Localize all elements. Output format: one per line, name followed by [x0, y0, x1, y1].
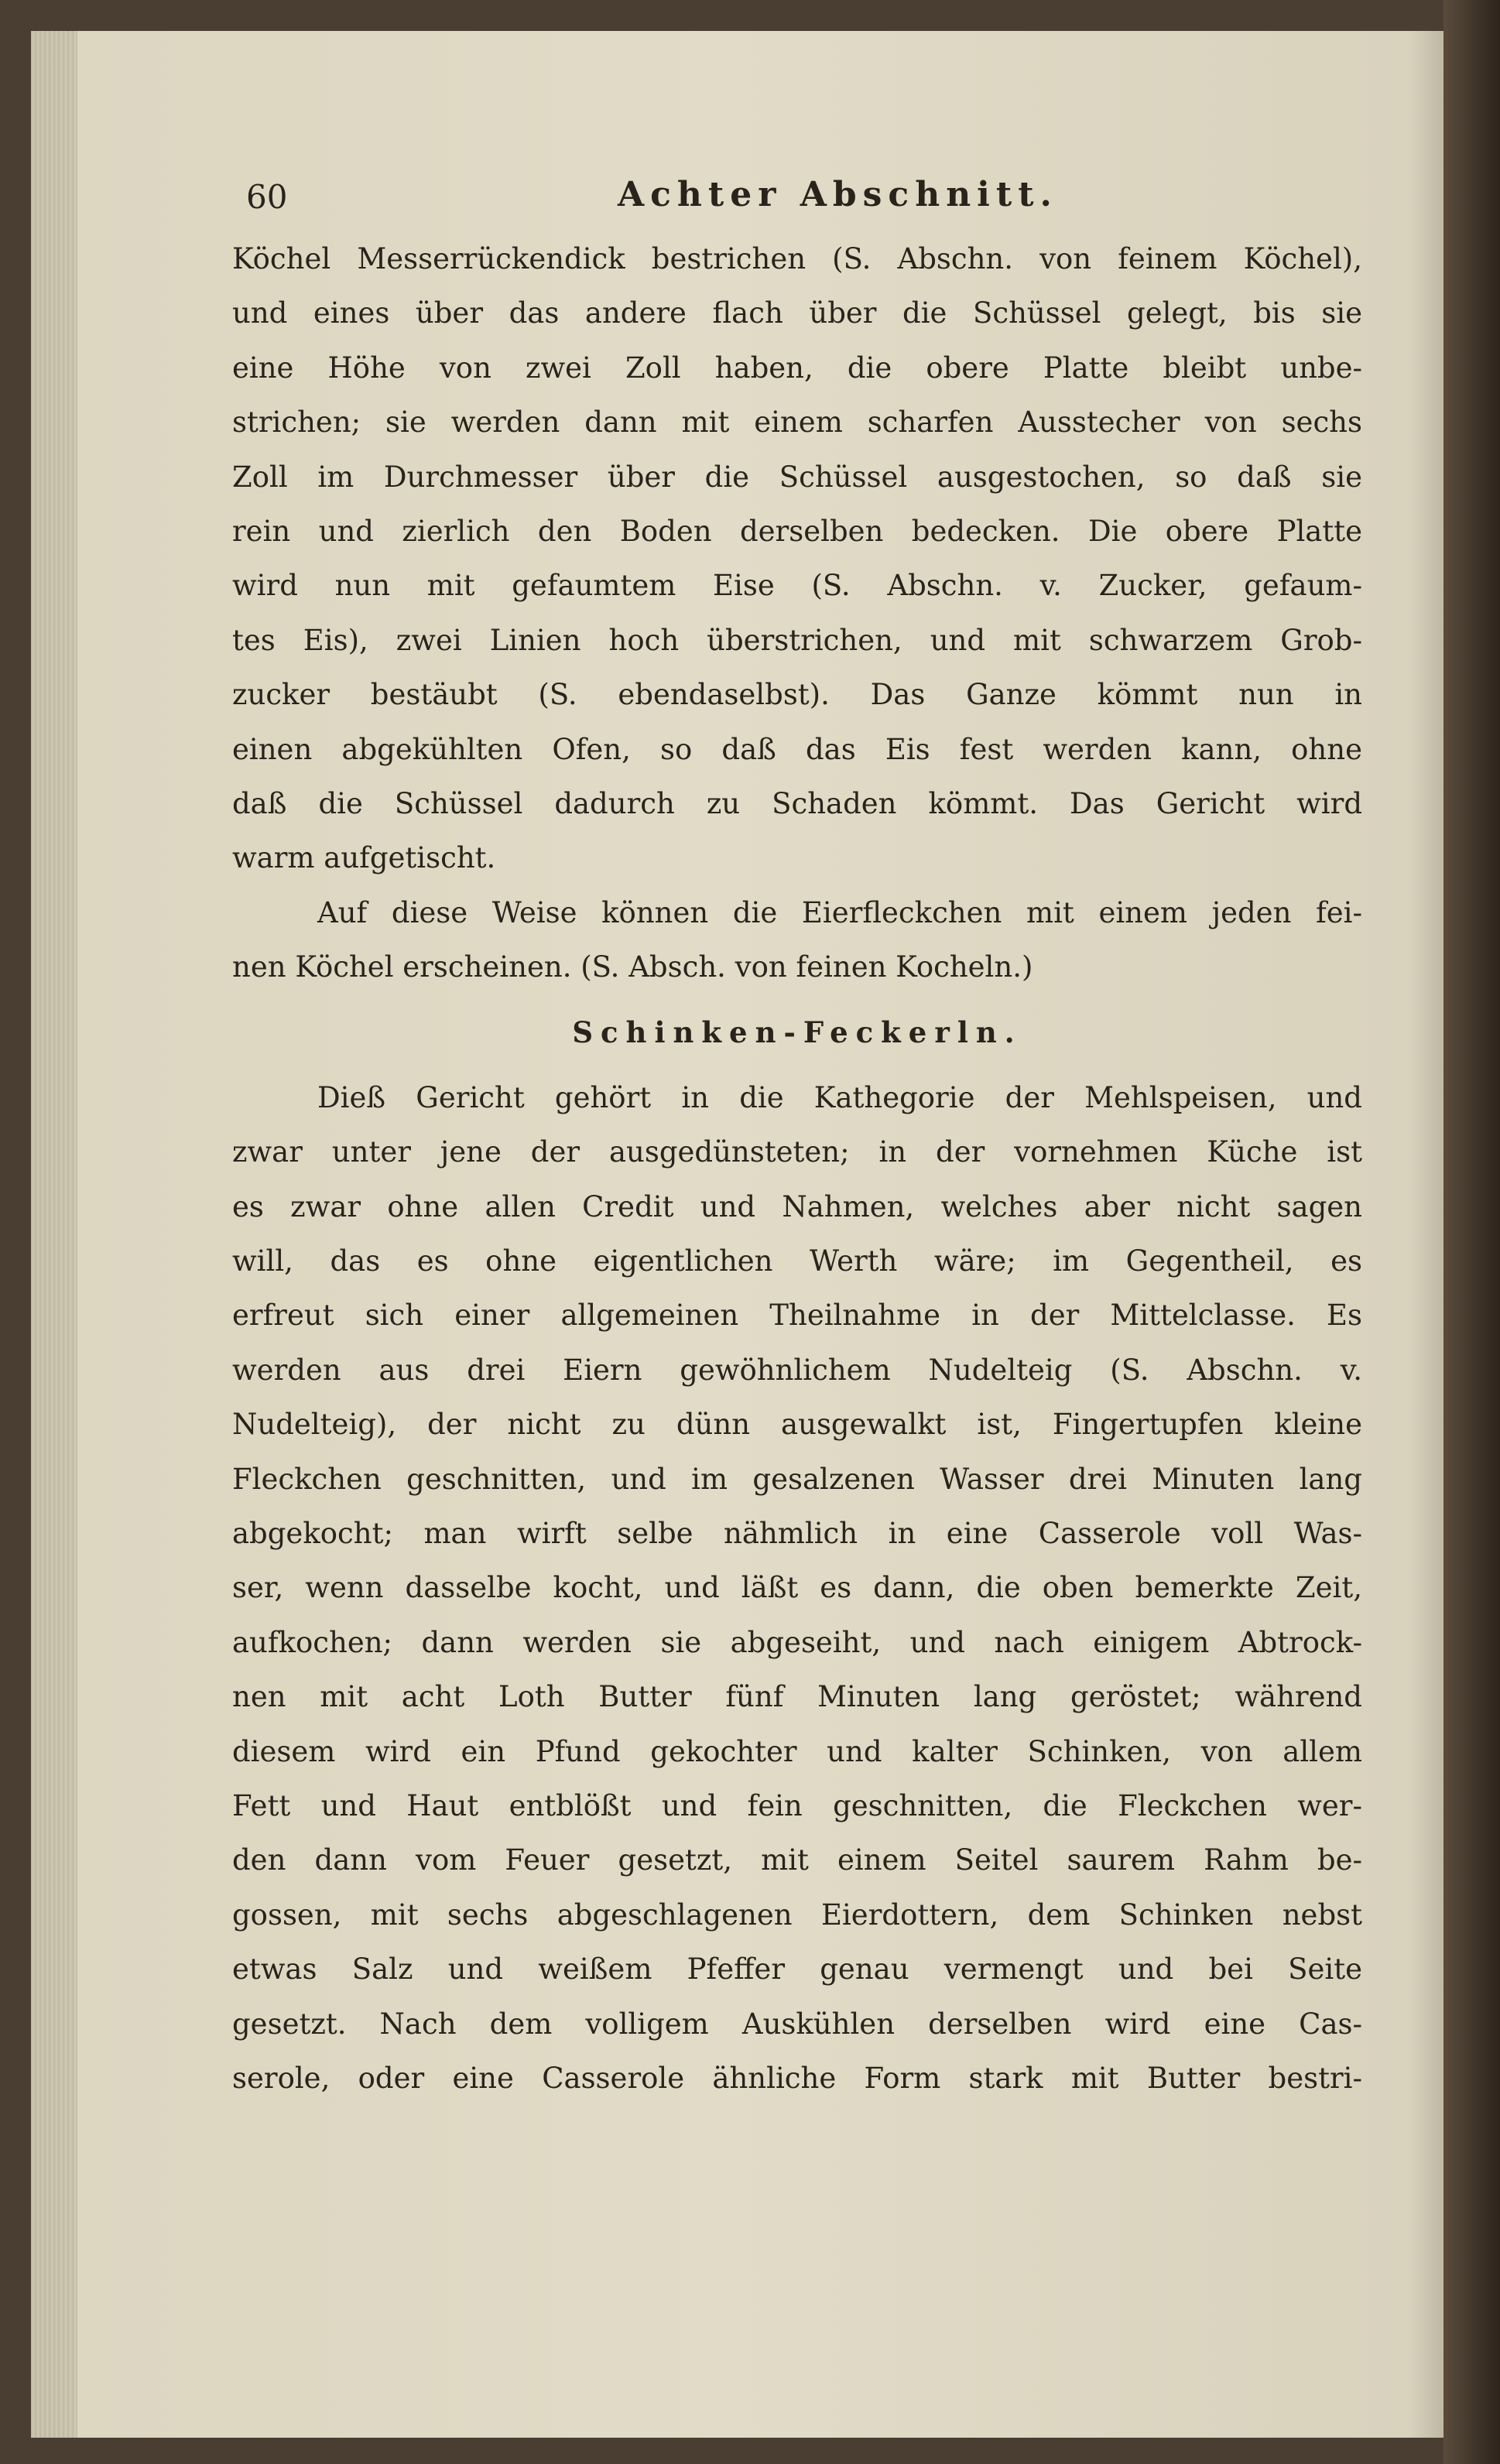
text-line: daß die Schüssel dadurch zu Schaden kömmt. Das Gericht wird: [232, 786, 1362, 820]
text-line: einen abgekühlten Ofen, so daß das Eis fest werden kann, ohne: [232, 732, 1362, 766]
page-number: 60: [246, 178, 288, 216]
running-head: [246, 172, 1361, 226]
page-gutter: [31, 31, 77, 2438]
text-line: zucker bestäubt (S. ebendaselbst). Das Ganze kömmt nun in: [232, 678, 1362, 712]
text-line: Fleckchen geschnitten, und im gesalzenen Wasser drei Minuten lang: [232, 1462, 1362, 1496]
paragraph-2: [232, 886, 1362, 995]
text-line: aufkochen; dann werden sie abgeseiht, und nach einigem Abtrock-: [232, 1625, 1362, 1659]
text-line: rein und zierlich den Boden derselben bedecken. Die obere Platte: [232, 514, 1362, 548]
paragraph-3: [232, 1071, 1362, 2106]
section-heading: Schinken-Feckerln.: [572, 1015, 1022, 1050]
text-line: Nudelteig), der nicht zu dünn ausgewalkt ist, Fingertupfen kleine: [232, 1408, 1362, 1442]
text-line: nen Köchel erscheinen. (S. Absch. von feinen Kocheln.): [232, 950, 1033, 984]
text-line: gesetzt. Nach dem volligem Auskühlen derselben wird eine Cas-: [232, 2007, 1362, 2041]
text-line: tes Eis), zwei Linien hoch überstrichen, und mit schwarzem Grob-: [232, 623, 1362, 657]
book-edge: [1443, 0, 1500, 2464]
text-line: serole, oder eine Casserole ähnliche Form stark mit Butter bestri-: [232, 2061, 1362, 2095]
text-line: diesem wird ein Pfund gekochter und kalter Schinken, von allem: [232, 1734, 1362, 1768]
text-line: ser, wenn dasselbe kocht, und läßt es dann, die oben bemerkte Zeit,: [232, 1571, 1362, 1605]
text-line: den dann vom Feuer gesetzt, mit einem Seitel saurem Rahm be-: [232, 1843, 1362, 1877]
text-line: erfreut sich einer allgemeinen Theilnahme in der Mittelclasse. Es: [232, 1299, 1362, 1333]
text-line: Köchel Messerrückendick bestrichen (S. Abschn. von feinem Köchel),: [232, 242, 1362, 275]
chapter-title: Achter Abschnitt.: [618, 175, 1058, 214]
text-line: strichen; sie werden dann mit einem scharfen Ausstecher von sechs: [232, 406, 1362, 440]
text-line: es zwar ohne allen Credit und Nahmen, welches aber nicht sagen: [232, 1189, 1362, 1223]
text-line: etwas Salz und weißem Pfeffer genau vermengt und bei Seite: [232, 1952, 1362, 1987]
text-line: wird nun mit gefaumtem Eise (S. Abschn. v. Zucker, gefaum-: [232, 569, 1362, 603]
text-line: gossen, mit sechs abgeschlagenen Eierdottern, dem Schinken nebst: [232, 1898, 1362, 1932]
text-line: abgekocht; man wirft selbe nähmlich in eine Casserole voll Was-: [232, 1516, 1362, 1550]
text-line: zwar unter jene der ausgedünsteten; in der vornehmen Küche ist: [232, 1135, 1362, 1169]
text-line: und eines über das andere flach über die Schüssel gelegt, bis sie: [232, 296, 1362, 330]
body-text: [232, 232, 1362, 2106]
paragraph-1: [232, 232, 1362, 886]
text-line: warm aufgetischt.: [232, 841, 496, 875]
text-line: eine Höhe von zwei Zoll haben, die obere Platte bleibt unbe-: [232, 351, 1362, 385]
text-line: Fett und Haut entblößt und fein geschnitten, die Fleckchen wer-: [232, 1788, 1362, 1822]
text-line: Auf diese Weise können die Eierfleckchen mit einem jeden fei-: [317, 895, 1362, 929]
text-line: nen mit acht Loth Butter fünf Minuten lang geröstet; während: [232, 1680, 1362, 1714]
text-line: will, das es ohne eigentlichen Werth wäre; im Gegentheil, es: [232, 1244, 1362, 1278]
text-line: Zoll im Durchmesser über die Schüssel ausgestochen, so daß sie: [232, 460, 1362, 494]
text-line: Dieß Gericht gehört in die Kathegorie der Mehlspeisen, und: [317, 1080, 1362, 1114]
text-line: werden aus drei Eiern gewöhnlichem Nudelteig (S. Abschn. v.: [232, 1353, 1362, 1387]
